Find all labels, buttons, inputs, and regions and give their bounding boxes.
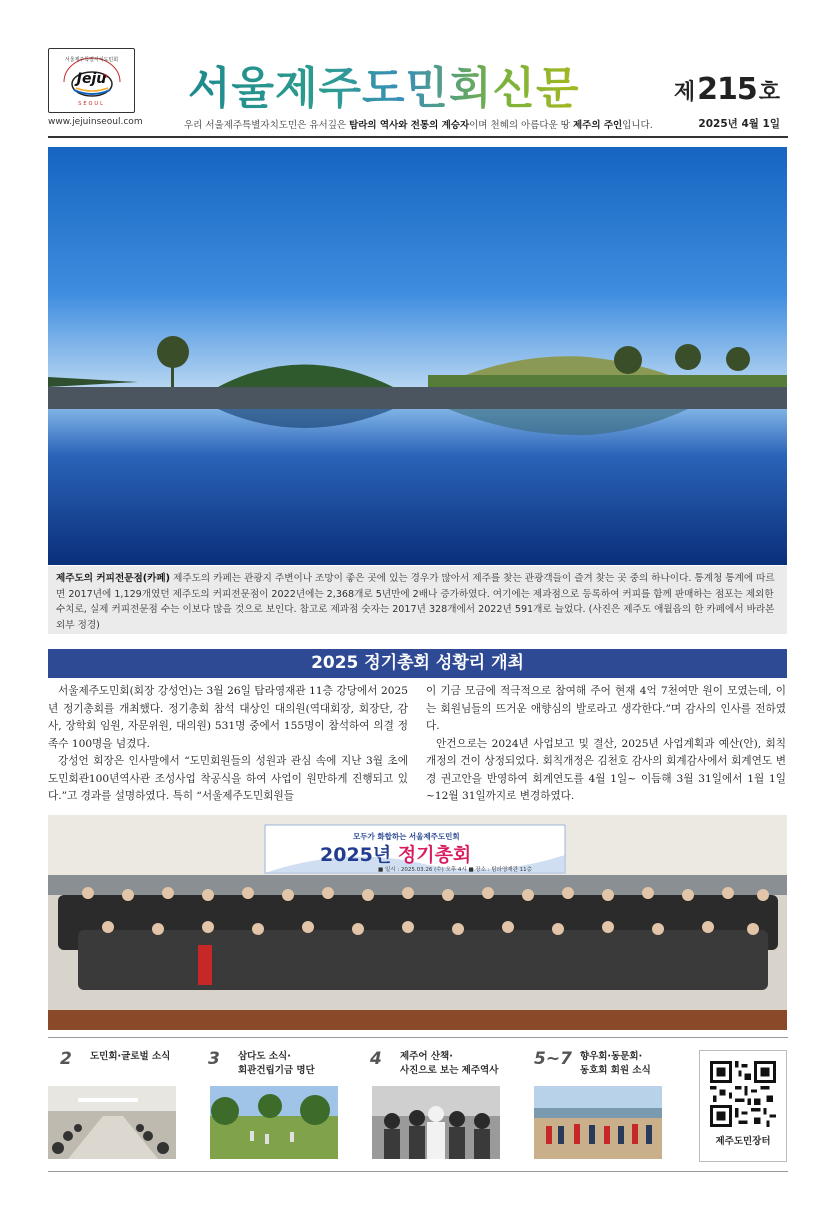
- index-title: 삼다도 소식· 회관건립기금 명단: [238, 1051, 315, 1076]
- masthead-divider: [48, 136, 788, 138]
- qr-code-box[interactable]: [699, 1050, 787, 1162]
- tagline-part-2: 이며 천혜의 아름다운 땅: [469, 120, 573, 131]
- index-title: 도민회·글로벌 소식: [90, 1051, 171, 1062]
- index-thumbnail: [534, 1086, 662, 1159]
- article-paragraph: 안건으로는 2024년 사업보고 및 결산, 2025년 사업계획과 예산(안), 회칙개정의 건이 상정되었다. 회칙개정은 김천호 감사의 회계감사에서 회계연도 변경 권고안을 반영하여 회계연도를 4월 1일~ 이듬해 3월 31일에서 1월 1일~12월 31일까지로 변경하였다.: [426, 737, 786, 802]
- issue-prefix: 제: [673, 80, 696, 105]
- index-item-page-2[interactable]: [60, 1050, 200, 1084]
- index-page-number: 3: [208, 1049, 220, 1069]
- issue-number: [674, 72, 780, 107]
- article-paragraph: 강성언 회장은 인사말에서 “도민회원들의 성원과 관심 속에 지난 3월 초에 도민회관100년역사관 조성사업 착공식을 하여 사업이 원만하게 진행되고 있다.”고 경과를 설명하였다. 특히 “서울제주도민회원들: [48, 755, 408, 802]
- index-thumbnail: [210, 1086, 338, 1159]
- article-headline: 2025 정기총회 성황리 개최: [48, 649, 787, 678]
- article-column-1: [48, 683, 408, 811]
- article-paragraph: 이 기금 모금에 적극적으로 참여해 주어 현재 4억 7천여만 원이 모였는데, 이는 회원님들의 뜨거운 애향심의 발로라고 생각한다.”며 감사의 인사를 전하였다.: [426, 685, 786, 732]
- index-title: 제주어 산책· 사진으로 보는 제주역사: [400, 1051, 499, 1076]
- section-divider: [48, 1037, 788, 1038]
- logo-bottom-text: SEOUL: [78, 101, 105, 107]
- index-item-page-5-7[interactable]: [534, 1050, 674, 1084]
- index-page-number: 5~7: [534, 1049, 572, 1069]
- logo-top-text: 서울제주특별자치도민회: [64, 57, 119, 63]
- banner-event: 정기총회: [397, 844, 472, 866]
- qr-label: 제주도민장터: [715, 1136, 771, 1147]
- issue-num-value: 215: [697, 72, 757, 107]
- masthead: [48, 44, 788, 136]
- tagline-part-1: 우리 서울제주특별자치도민은 유서깊은: [184, 120, 350, 131]
- cafe-landscape-image: [48, 147, 787, 565]
- tagline: [184, 117, 653, 131]
- index-page-number: 4: [370, 1049, 382, 1069]
- publication-date: 2025년 4월 1일: [698, 118, 780, 130]
- hero-photo: [48, 147, 787, 565]
- logo-word: Jeju: [76, 71, 107, 87]
- index-thumbnail: [48, 1086, 176, 1159]
- banner-subtitle: 모두가 화합하는 서울제주도민회: [353, 832, 460, 841]
- site-url-link[interactable]: www.jejuinseoul.com: [48, 117, 143, 127]
- qr-code-icon: [710, 1061, 776, 1127]
- park-event-image: [210, 1086, 338, 1159]
- bottom-divider: [48, 1171, 788, 1172]
- article-paragraph: 서울제주도민회(회장 강성언)는 3월 26일 탐라영재관 11층 강당에서 2025년 정기총회를 개최했다. 정기총회 참석 대상인 대의원(역대회장, 회장단, 감사, 장학회 임원, 자문위원, 대의원) 531명 중에서 155명이 참석하여 의결 정족수 100명을 넘겼다.: [48, 685, 408, 750]
- newspaper-title: 서울제주도민회신문: [188, 52, 580, 116]
- tagline-part-3: 입니다.: [622, 120, 653, 131]
- article-body: [48, 683, 787, 811]
- banner-info: ■ 일시 : 2025.03.26 (수) 오후 4시 ■ 장소 : 탐라영재관 11층: [378, 867, 532, 873]
- caption-title: 제주도의 커피전문점(카페): [56, 573, 171, 584]
- tagline-bold-2: 제주의 주인: [572, 120, 623, 131]
- index-item-page-4[interactable]: [370, 1050, 510, 1084]
- general-meeting-image: [48, 815, 787, 1030]
- issue-suffix: 호: [758, 80, 780, 105]
- hero-caption: [48, 566, 787, 634]
- index-page-number: 2: [60, 1049, 72, 1069]
- banner-year: 2025년: [320, 844, 398, 866]
- caption-text: 제주도의 카페는 관광지 주변이나 조망이 좋은 곳에 있는 경우가 많아서 제주를 찾는 관광객들이 즐겨 찾는 곳 중의 하나이다. 통계청 통계에 따르면 2017년에 1,129개였던 제주도의 커피전문점이 2022년에는 2,368개로 5년만에 2배나 증가하였다. 여기에는 제과점으로 등록하여 커피를 함께 판매하는 점포는 제외한 수치로, 실제 커피전문점 수는 이보다 많을 것으로 보인다. 참고로 제과점 숫자는 2017년 328개에서 2022년 591개로 늘었다. (사진은 제주도 애월읍의 한 카페에서 바라본 외부 정경): [56, 573, 775, 631]
- newspaper-logo: [48, 48, 135, 113]
- historical-photo-image: [372, 1086, 500, 1159]
- article-column-2: [426, 683, 786, 811]
- meeting-room-image: [48, 1086, 176, 1159]
- index-thumbnail: [372, 1086, 500, 1159]
- index-item-page-3[interactable]: [208, 1050, 348, 1084]
- tagline-bold-1: 탐라의 역사와 전통의 계승자: [349, 120, 470, 131]
- members-group-image: [534, 1086, 662, 1159]
- index-title: 향우회·동문회· 동호회 회원 소식: [579, 1051, 651, 1076]
- group-photo: [48, 815, 787, 1030]
